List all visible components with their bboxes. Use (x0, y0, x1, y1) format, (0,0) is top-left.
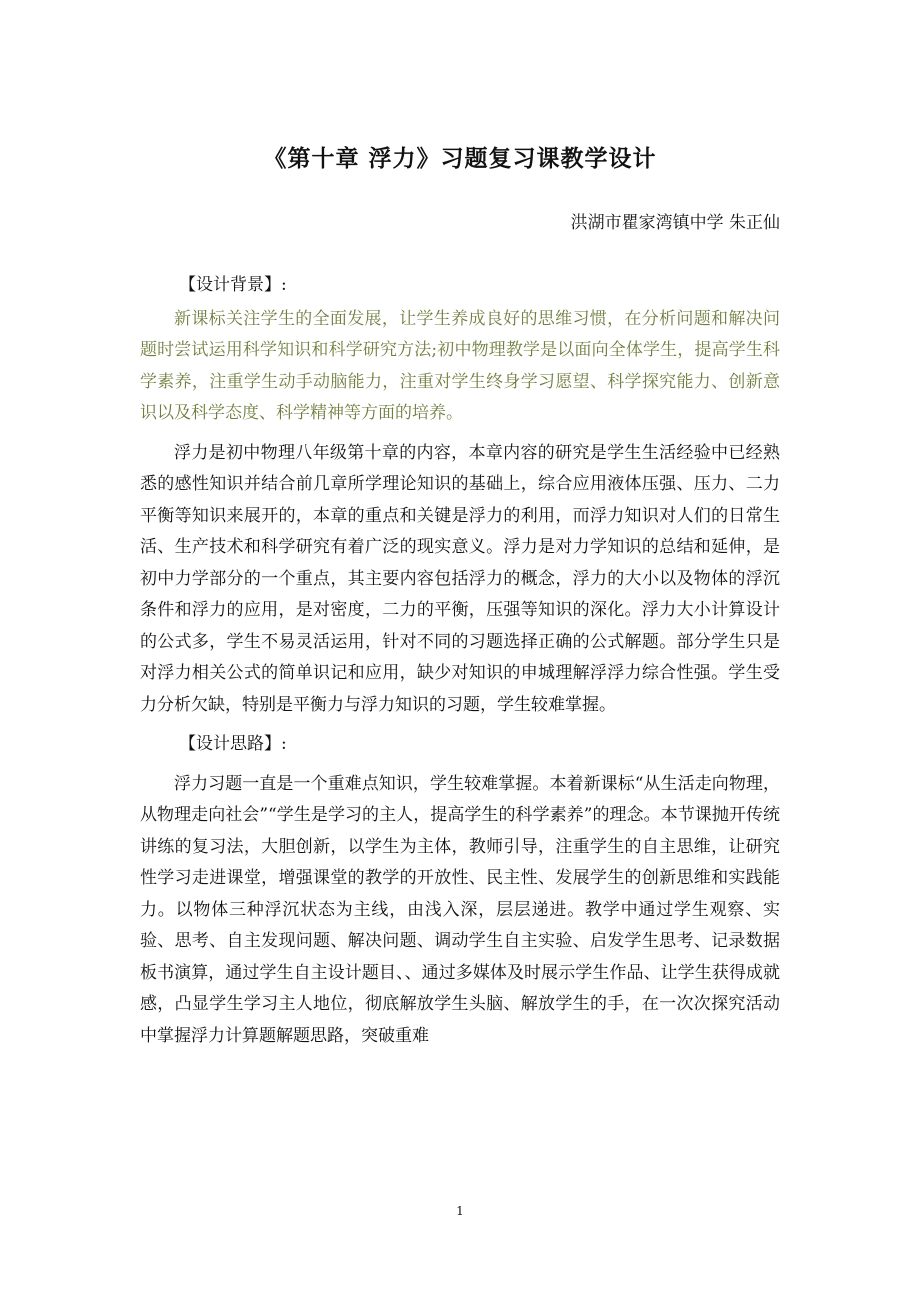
section-heading-design: 【设计思路】: (179, 734, 287, 754)
document-body (140, 270, 780, 1052)
highlighted-text: 初中物理教学是以面向全体学生，提高学生科学素养，注重学生动手动脑能力，注重对学生终身学习愿望、科学探究能力、创新意识以及科学态度、科学精神等方面的培养。 (140, 340, 781, 423)
paragraph-background-2: 浮力是初中物理八年级第十章的内容，本章内容的研究是学生生活经验中已经熟悉的感性知识并结合前几章所学理论知识的基础上，综合应用液体压强、压力、二力平衡等知识来展开的，本章的重点和关键是浮力的利用，而浮力知识对人们的日常生活、生产技术和科学研究有着广泛的现实意义。浮力是对力学知识的总结和延伸，是初中力学部分的一个重点，其主要内容包括浮力的概念，浮力的大小以及物体的浮沉条件和浮力的应用，是对密度，二力的平衡，压强等知识的深化。浮力大小计算设计的公式多，学生不易灵活运用，针对不同的习题选择正确的公式解题。部分学生只是对浮力相关公式的简单识记和应用，缺少对知识的申城理解浮浮力综合性强。学生受力分析欠缺，特别是平衡力与浮力知识的习题，学生较难掌握。 (140, 442, 780, 715)
document-title: 《第十章 浮力》习题复习课教学设计 (263, 145, 657, 172)
paragraph-design-1: 浮力习题一直是一个重难点知识，学生较难掌握。本着新课标“从生活走向物理，从物理走向社会”“学生是学习的主人，提高学生的科学素养”的理念。本节课抛开传统讲练的复习法，大胆创新，以学生为主体，教师引导，注重学生的自主思维，让研究性学习走进课堂，增强课堂的教学的开放性、民主性、发展学生的创新思维和实践能力。以物体三种浮沉状态为主线，由浅入深，层层递进。教学中通过学生观察、实验、思考、自主发现问题、解决问题、调动学生自主实验、启发学生思考、记录数据板书演算，通过学生自主设计题目、、通过多媒体及时展示学生作品、让学生获得成就感，凸显学生学习主人地位，彻底解放学生头脑、解放学生的手，在一次次探究活动中掌握浮力计算题解题思路，突破重难 (140, 773, 780, 1046)
page-number: 1 (456, 1204, 464, 1218)
highlighted-text: 新课标关注学生的全面发展，让学生养成良好的思维习惯，在分析问题和解决问题时尝试运用科学知识和科学研究方法; (140, 308, 780, 360)
paragraph-background-1 (140, 304, 780, 430)
section-heading-background: 【设计背景】: (179, 275, 287, 295)
author-line: 洪湖市瞿家湾镇中学 朱正仙 (570, 213, 780, 233)
